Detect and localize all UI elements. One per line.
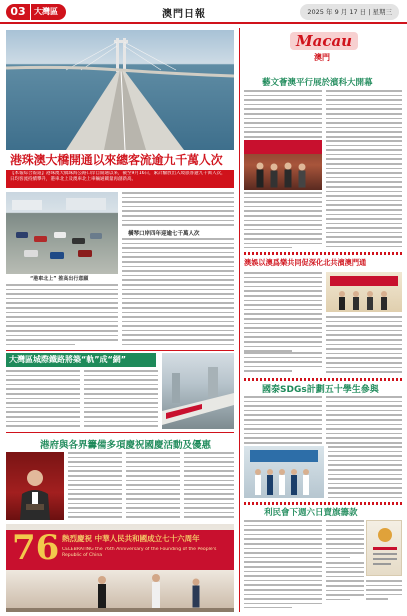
stats-subheadline: 橫琴口岸四年迎逾七千萬人次: [128, 231, 200, 237]
macau-logo: [284, 32, 372, 68]
lead-headline: 港珠澳大橋開通以來總客流逾九千萬人次: [10, 153, 223, 167]
promo-body-col1: [244, 520, 322, 608]
cars-photo: [6, 192, 118, 274]
sdg-headline: 國泰SDGs計劃五十學生參與: [262, 385, 379, 395]
gba-body-col1: [6, 370, 80, 428]
middle-article-body-top: [122, 192, 234, 228]
section-label: 大灣區: [31, 4, 66, 20]
anniversary-banner: [6, 524, 234, 612]
column-divider: [239, 28, 240, 612]
promo-illustration: [367, 521, 402, 576]
banner-number: 76: [12, 528, 60, 568]
divider-dots-3: [244, 502, 402, 505]
promo-body-col4: [366, 580, 402, 608]
cars-illustration: [6, 192, 118, 274]
page-header: [0, 0, 407, 24]
celebration-headline: 港府與各界籌備多項慶祝國慶活動及優惠: [40, 440, 212, 451]
investment-body-col2: [326, 316, 402, 376]
sdg-photo: [244, 446, 324, 498]
banner-text-en: CELEBRATING the 76th Anniversary of the Founding of the People's Republic of China: [62, 547, 217, 558]
lead-intro-box: [6, 170, 234, 188]
investment-body-col1: [244, 272, 322, 352]
sdg-body-col3: [328, 446, 402, 498]
lead-intro: 【本報綜合報道】港珠澳大橋珠海公路口岸自開通以來，截至9月16日，累計驗放出入境旅客逾九千萬人次，日均客流持續攀升，港車北上及澳車北上車輛通關量再創新高。: [10, 171, 226, 182]
exhibit-illustration: [244, 140, 322, 190]
official-photo: [6, 452, 64, 520]
investment-headline: 澳娛以澳爲樂共同促深化北共濱澳門通: [244, 258, 367, 267]
exhibit-body-col2: [326, 90, 402, 138]
investment-photo: [326, 272, 402, 312]
promo-photo: [366, 520, 402, 576]
divider-dots-2: [244, 378, 402, 381]
macau-logo-text: Macau: [290, 32, 358, 50]
banner-people-illustration: [6, 570, 234, 612]
promo-body-col2: [326, 520, 364, 560]
exhibit-headline: 藝文薈澳平行展於濱科大開幕: [262, 78, 373, 88]
bridge-illustration: [6, 30, 234, 150]
investment-illustration: [326, 272, 402, 312]
lead-headline-bar: [6, 152, 234, 168]
masthead: 澳門日報: [162, 9, 206, 20]
banner-text-cn: 熱烈慶祝 中華人民共和國成立七十六周年: [62, 534, 200, 543]
celebration-body-col1: [68, 452, 122, 520]
promo-headline: 利民會下週六日賣旗籌款: [264, 508, 358, 518]
issue-date: 2025 年 9 月 17 日 | 星期三: [300, 4, 399, 20]
left-article-body: [6, 284, 118, 346]
sdg-body-col1: [244, 396, 322, 444]
promo-body-col3: [326, 562, 364, 608]
official-illustration: [6, 452, 64, 520]
railway-illustration: [162, 353, 234, 429]
sdg-illustration: [244, 446, 324, 498]
bridge-photo: [6, 30, 234, 150]
section-rule-1: [6, 350, 234, 351]
cars-photo-caption: “港車北上” 推高出行意願: [30, 276, 89, 282]
macau-logo-sub: 澳門: [314, 53, 330, 62]
celebration-body-col2: [126, 452, 180, 520]
celebration-body-col3: [184, 452, 234, 520]
gba-headline: 大灣區城際鐵路將築“軌”成“網”: [9, 355, 127, 364]
exhibit-body-col3: [244, 192, 322, 248]
divider-dots-1: [244, 252, 402, 255]
exhibit-body-col4: [326, 140, 402, 248]
section-rule-2: [6, 432, 234, 433]
middle-article-body: [122, 238, 234, 346]
investment-body-col3: [244, 352, 322, 376]
railway-photo: [162, 353, 234, 429]
page-number: 03: [6, 4, 30, 20]
gba-headline-box: [6, 353, 156, 367]
exhibit-body-col1: [244, 90, 322, 138]
gba-body-col2: [84, 370, 158, 428]
exhibit-photo: [244, 140, 322, 190]
sdg-body-col2: [326, 396, 402, 444]
